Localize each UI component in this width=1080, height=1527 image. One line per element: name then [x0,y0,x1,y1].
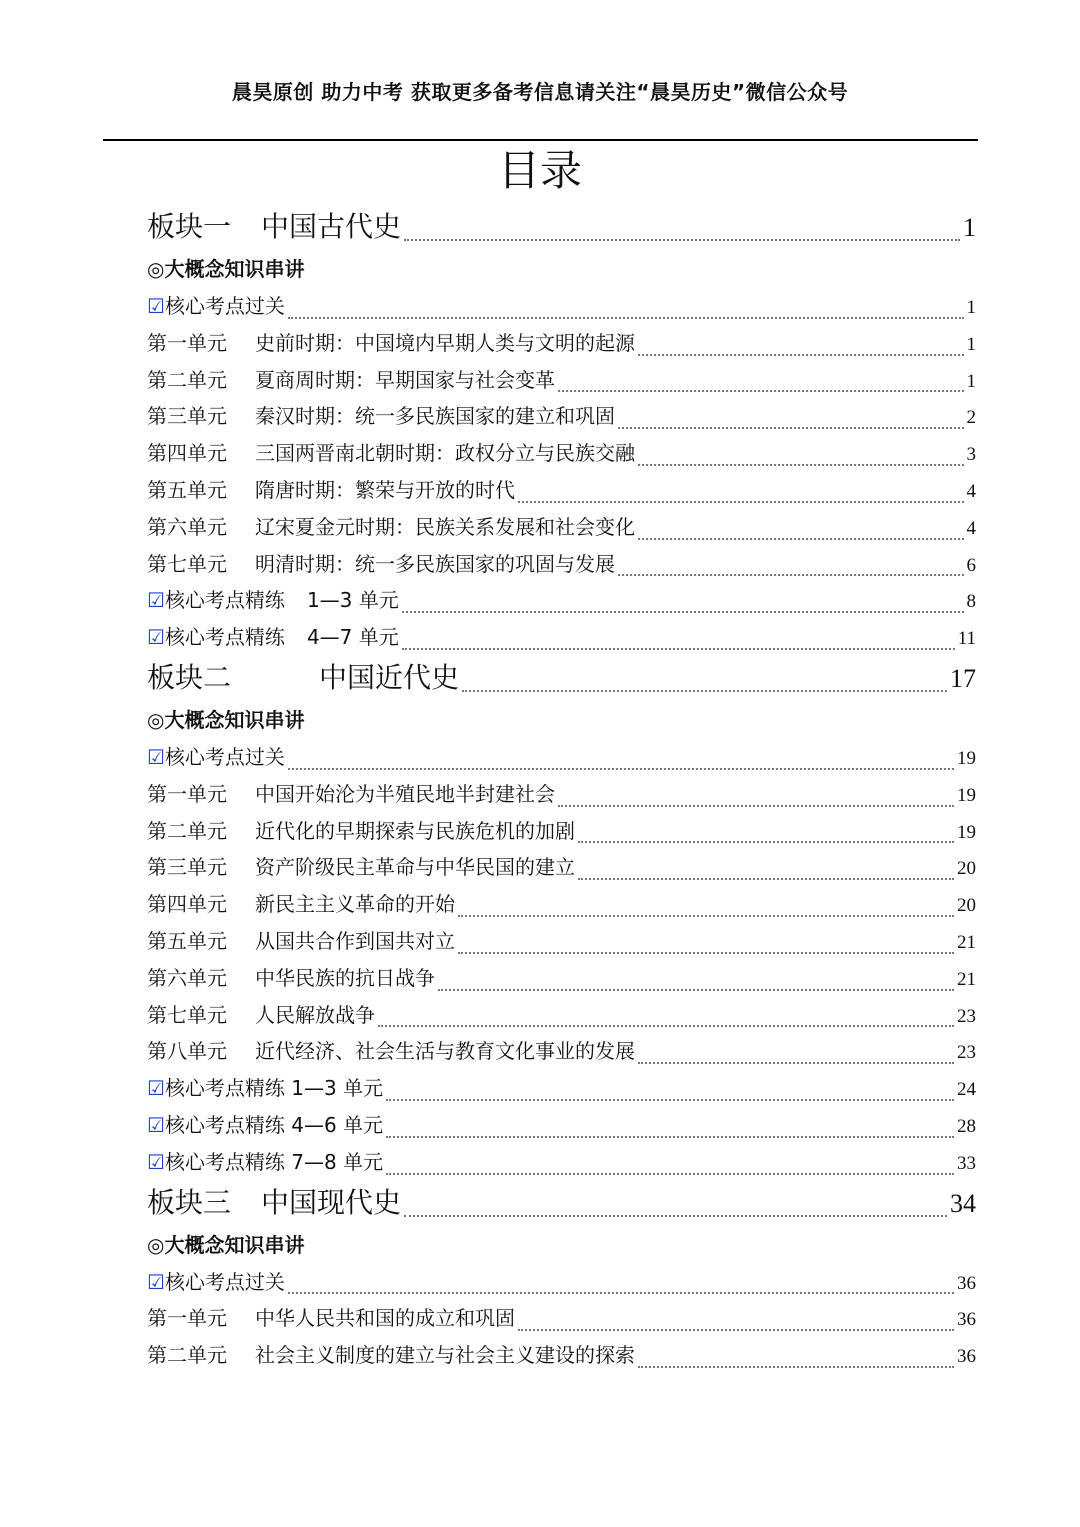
page-number: 36 [957,1309,976,1331]
dot-leader [458,915,954,917]
toc-entry[interactable] [147,472,976,509]
unit-number: 第三单元 [147,855,227,880]
dot-leader [638,1366,954,1368]
entry-label [147,886,455,923]
page-number: 23 [957,1042,976,1064]
dot-leader [404,1215,947,1217]
page-number: 11 [957,628,976,650]
page-number: 1 [966,297,976,318]
page-number: 34 [950,1188,976,1218]
entry-title: 中华人民共和国的成立和巩固 [255,1306,515,1331]
entry-range: 1—3 单元 [306,588,399,613]
dot-leader [438,989,954,991]
unit-number: 第二单元 [147,818,227,843]
page-number: 8 [966,591,976,613]
page-number: 19 [957,821,976,843]
entry-title: 近代化的早期探索与民族危机的加剧 [255,818,575,843]
concept-label: 大概念知识串讲 [164,1232,305,1257]
dot-leader [518,1329,954,1331]
page-number: 28 [957,1115,976,1137]
dot-leader [288,317,964,319]
section-name: 中国现代史 [261,1185,402,1219]
dot-leader [404,239,960,241]
entry-label [147,923,455,960]
unit-number: 第五单元 [147,477,227,502]
entry-title: 资产阶级民主革命与中华民国的建立 [255,855,575,880]
page-number: 23 [957,1005,976,1027]
dot-leader [458,952,954,954]
concept-heading [147,1227,976,1264]
entry-title: 核心考点精练 1—3 单元 [164,1076,384,1101]
entry-title: 核心考点精练 [164,588,285,613]
dot-leader [618,574,964,576]
unit-number: 第一单元 [147,781,227,806]
page-number: 17 [950,663,976,693]
entry-label [147,1107,383,1144]
toc-entry[interactable] [147,509,976,546]
unit-number: 第二单元 [147,1343,227,1368]
dot-leader [386,1099,954,1101]
toc-entry[interactable] [147,886,976,923]
toc-entry[interactable] [147,960,976,997]
dot-leader [288,1292,954,1294]
section-name: 中国古代史 [261,210,402,243]
toc-entry[interactable] [147,1070,976,1107]
bullseye-icon: ◎ [147,707,165,732]
section-name: 中国近代史 [319,660,460,694]
toc-entry[interactable] [147,813,976,850]
unit-number: 第一单元 [147,1306,227,1331]
entry-label [147,1033,635,1070]
checkbox-icon: ☑ [147,625,165,650]
entry-title: 核心考点过关 [164,294,285,318]
unit-number: 第七单元 [147,1002,227,1027]
unit-number: 第四单元 [147,892,227,917]
entry-label [147,960,435,997]
page-title: 目录 [497,146,582,195]
page-number: 1 [966,333,976,355]
entry-label [147,325,635,362]
entry-title: 核心考点精练 4—6 单元 [164,1112,384,1137]
page-number: 33 [957,1152,976,1174]
entry-label [147,776,555,813]
entry-title: 核心考点过关 [164,744,285,769]
entry-label [147,509,635,546]
entry-title: 明清时期：统一多民族国家的巩固与发展 [255,551,615,576]
entry-label [147,288,285,325]
entry-title: 核心考点精练 7—8 单元 [164,1149,384,1174]
dot-leader [558,390,964,392]
entry-title: 秦汉时期：统一多民族国家的建立和巩固 [255,404,615,429]
concept-heading [147,251,976,288]
page-number: 20 [957,895,976,917]
entry-title: 三国两晋南北朝时期：政权分立与民族交融 [255,441,635,466]
unit-number: 第五单元 [147,928,227,953]
entry-label [147,1144,383,1181]
entry-label [147,435,635,472]
dot-leader [378,1025,954,1027]
entry-title: 中国开始沦为半殖民地半封建社会 [255,781,555,806]
dot-leader [638,464,964,466]
dot-leader [638,354,964,356]
section-heading [147,656,459,700]
toc-entry[interactable] [147,1264,976,1301]
unit-number: 第六单元 [147,514,227,539]
header-rule [103,139,978,141]
page-number: 24 [957,1079,976,1101]
checkbox-icon: ☑ [147,294,165,318]
page-number: 36 [957,1346,976,1368]
dot-leader [638,1062,954,1064]
toc-entry[interactable] [147,1033,976,1070]
page-number: 4 [966,480,976,502]
page-number: 4 [966,517,976,539]
page-number: 21 [957,931,976,953]
entry-title: 近代经济、社会生活与教育文化事业的发展 [255,1039,635,1064]
entry-title: 夏商周时期：早期国家与社会变革 [255,367,555,392]
entry-label [147,472,515,509]
dot-leader [386,1173,954,1175]
toc-entry[interactable] [147,1337,976,1374]
entry-title: 隋唐时期：繁荣与开放的时代 [255,477,515,502]
checkbox-icon: ☑ [147,1269,165,1294]
section-number: 板块一 [147,210,232,243]
entry-label [147,849,575,886]
entry-label [147,997,375,1034]
unit-number: 第七单元 [147,551,227,576]
entry-label [147,398,615,435]
entry-label [147,739,285,776]
page-number: 2 [966,407,976,429]
unit-number: 第四单元 [147,441,227,466]
toc-entry[interactable] [147,1300,976,1337]
toc-entry[interactable] [147,398,976,435]
page-number: 6 [966,554,976,576]
checkbox-icon: ☑ [147,1076,165,1101]
toc-entry[interactable] [147,288,976,325]
toc-entry[interactable] [147,849,976,886]
section-heading [147,205,401,249]
entry-label [147,546,615,583]
concept-label: 大概念知识串讲 [164,257,305,281]
entry-label [147,1337,635,1374]
concept-label: 大概念知识串讲 [164,707,305,732]
unit-number: 第八单元 [147,1039,227,1064]
page-number: 1 [963,213,976,242]
checkbox-icon: ☑ [147,1149,165,1174]
dot-leader [578,841,954,843]
entry-title: 新民主主义革命的开始 [255,892,455,917]
checkbox-icon: ☑ [147,744,165,769]
bullseye-icon: ◎ [147,1232,165,1257]
page-number: 20 [957,858,976,880]
page-number: 19 [957,784,976,806]
toc-entry[interactable] [147,1144,976,1181]
dot-leader [518,501,964,503]
entry-label [147,362,555,399]
toc-entry[interactable] [147,776,976,813]
entry-label [147,813,575,850]
entry-title: 人民解放战争 [255,1002,375,1027]
toc-entry[interactable] [147,435,976,472]
entry-label [147,619,399,656]
unit-number: 第一单元 [147,330,227,355]
dot-leader [578,878,954,880]
entry-title: 史前时期：中国境内早期人类与文明的起源 [255,330,635,355]
entry-label [147,1070,383,1107]
toc-section-2[interactable] [147,656,976,700]
entry-label [147,1300,515,1337]
entry-label [147,1264,285,1301]
page-header: 晨昊原创 助力中考 获取更多备考信息请关注“晨昊历史”微信公众号 [231,80,849,104]
page-number: 19 [957,747,976,769]
unit-number: 第六单元 [147,965,227,990]
dot-leader [288,768,954,770]
dot-leader [558,805,954,807]
toc-section-1[interactable] [147,205,976,249]
toc-entry[interactable] [147,739,976,776]
section-number: 板块二 [147,660,232,694]
unit-number: 第二单元 [147,367,227,392]
toc-entry[interactable] [147,619,976,656]
dot-leader [386,1136,954,1138]
checkbox-icon: ☑ [147,588,165,613]
toc-entry[interactable] [147,546,976,583]
toc-section-3[interactable] [147,1181,976,1225]
page-number: 1 [966,370,976,392]
toc-entry[interactable] [147,582,976,619]
table-of-contents [147,205,976,1374]
entry-range: 4—7 单元 [306,625,399,650]
entry-title: 从国共合作到国共对立 [255,928,455,953]
toc-entry[interactable] [147,362,976,399]
section-heading [147,1181,401,1225]
checkbox-icon: ☑ [147,1112,165,1137]
toc-entry[interactable] [147,923,976,960]
dot-leader [618,427,964,429]
toc-entry[interactable] [147,997,976,1034]
page-number: 36 [957,1272,976,1294]
page-number: 3 [966,444,976,466]
concept-heading [147,702,976,739]
toc-entry[interactable] [147,325,976,362]
dot-leader [462,690,947,692]
entry-title: 核心考点精练 [164,625,285,650]
unit-number: 第三单元 [147,404,227,429]
entry-label [147,582,399,619]
entry-title: 辽宋夏金元时期：民族关系发展和社会变化 [255,514,635,539]
entry-title: 核心考点过关 [164,1269,285,1294]
page-number: 21 [957,968,976,990]
bullseye-icon: ◎ [147,257,165,281]
dot-leader [638,538,964,540]
entry-title: 社会主义制度的建立与社会主义建设的探索 [255,1343,635,1368]
entry-title: 中华民族的抗日战争 [255,965,435,990]
dot-leader [402,611,964,613]
toc-entry[interactable] [147,1107,976,1144]
section-number: 板块三 [147,1185,232,1219]
dot-leader [402,648,955,650]
